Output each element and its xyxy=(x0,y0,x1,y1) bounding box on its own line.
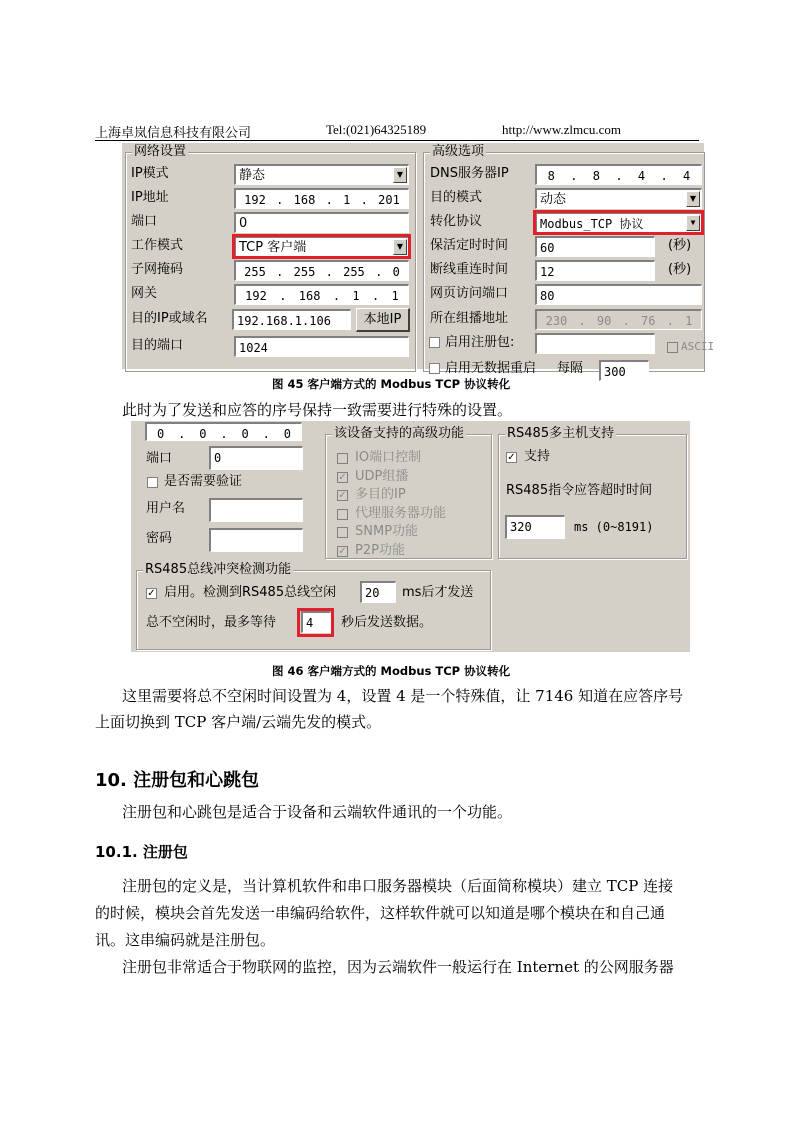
section-10-1-para1-line3: 讯。这串编码就是注册包。 xyxy=(95,931,276,949)
register-packet-input[interactable] xyxy=(535,333,655,354)
dest-ip-input[interactable]: 192.168.1.106 xyxy=(232,309,351,330)
reconnect-input[interactable]: 12 xyxy=(535,260,655,281)
ip-octet: 0 xyxy=(392,265,400,279)
dest-ip-label: 目的IP或域名 xyxy=(131,311,208,326)
local-ip-button[interactable]: 本地IP xyxy=(356,308,410,332)
ip-octet: 1 xyxy=(391,289,399,303)
multicast-input: 230 . 90 . 76 . 1 xyxy=(535,309,702,330)
web-port-input[interactable]: 80 xyxy=(535,284,702,305)
feature-checkbox[interactable] xyxy=(337,509,348,520)
ip-octet: 230 xyxy=(545,314,568,328)
dest-mode-select[interactable] xyxy=(535,188,702,209)
protocol-highlight xyxy=(533,210,704,235)
multicast-label: 所在组播地址 xyxy=(430,311,509,326)
ip-octet: 0 xyxy=(156,427,165,441)
ip-octet: 8 xyxy=(547,169,555,183)
web-port-label: 网页访问端口 xyxy=(430,286,509,301)
feature-label: IO端口控制 xyxy=(355,450,422,465)
figure-46-config-panel xyxy=(131,421,690,652)
gateway-input[interactable]: 192 . 168 . 1 . 1 xyxy=(234,284,409,305)
ip-octet: 0 xyxy=(241,427,249,441)
dest-mode-label: 目的模式 xyxy=(430,190,483,205)
auth-port-input[interactable]: 0 xyxy=(209,446,303,470)
ip-octet: 0 xyxy=(283,427,292,441)
protocol-value: Modbus_TCP 协议 xyxy=(540,217,644,231)
advanced-options-title: 高级选项 xyxy=(432,144,485,159)
wait-time-highlight xyxy=(297,608,334,637)
protocol-label: 转化协议 xyxy=(430,214,483,229)
text-after-fig45: 此时为了发送和应答的序号保持一致需要进行特殊的设置。 xyxy=(122,401,513,419)
dns-input[interactable]: 8 . 8 . 4 . 4 xyxy=(535,164,702,185)
auth-checkbox[interactable] xyxy=(147,477,158,488)
ip-octet: 1 xyxy=(343,193,351,207)
restart-checkbox[interactable] xyxy=(429,363,440,374)
collision-send-text: 秒后发送数据。 xyxy=(341,615,433,630)
register-packet-checkbox[interactable] xyxy=(429,337,440,348)
dns-label: DNS服务器IP xyxy=(430,166,509,181)
collision-idle-input[interactable]: 20 xyxy=(360,581,396,603)
ip-mode-value: 静态 xyxy=(239,168,266,183)
feature-label: UDP组播 xyxy=(355,468,409,484)
ip-octet: 0 xyxy=(199,427,207,441)
port-input[interactable]: 0 xyxy=(234,212,409,233)
ip-octet: 168 xyxy=(298,289,321,303)
paragraph-1-line-1: 这里需要将总不空闲时间设置为 4，设置 4 是一个特殊值，让 7146 知道在应答序号 xyxy=(122,687,684,705)
network-settings-title: 网络设置 xyxy=(134,144,187,159)
section-10-title: 10. 注册包和心跳包 xyxy=(95,770,260,791)
feature-checkbox[interactable] xyxy=(337,453,348,464)
ip-octet: 1 xyxy=(352,289,360,303)
ip-octet: 168 xyxy=(293,193,316,207)
feature-label: 多目的IP xyxy=(355,487,406,502)
reconnect-unit: (秒) xyxy=(668,262,692,277)
subnet-mask-input[interactable]: 255 . 255 . 255 . 0 xyxy=(234,260,409,281)
restart-label: 启用无数据重启 xyxy=(445,361,537,376)
ascii-checkbox[interactable] xyxy=(667,342,678,353)
rs485-support-label: 支持 xyxy=(524,449,551,464)
protocol-dropdown-arrow-icon[interactable]: ▼ xyxy=(686,215,700,231)
ip-address-label: IP地址 xyxy=(131,190,169,205)
section-10-1-title: 10.1. 注册包 xyxy=(95,843,188,861)
subnet-mask-label: 子网掩码 xyxy=(131,262,184,277)
port-label: 端口 xyxy=(131,214,158,229)
ascii-label: ASCII xyxy=(681,340,715,353)
ip-octet: 192 xyxy=(244,193,266,207)
collision-wait-input[interactable]: 4 xyxy=(301,611,331,633)
figure-45-caption: 图 45 客户端方式的 Modbus TCP 协议转化 xyxy=(272,377,511,391)
rs485-collision-title: RS485总线冲突检测功能 xyxy=(145,562,292,577)
collision-after-text: ms后才发送 xyxy=(402,585,474,600)
work-mode-highlight xyxy=(232,234,411,259)
ip-octet: 4 xyxy=(637,169,646,183)
register-packet-label: 启用注册包: xyxy=(445,335,515,350)
ip-octet: 1 xyxy=(685,314,693,328)
dest-port-label: 目的端口 xyxy=(131,338,184,353)
work-mode-label: 工作模式 xyxy=(131,238,184,253)
dest-port-input[interactable]: 1024 xyxy=(234,336,409,357)
reconnect-label: 断线重连时间 xyxy=(430,262,509,277)
ip-mode-dropdown-arrow-icon[interactable]: ▼ xyxy=(393,167,407,183)
header-tel: Tel:(021)64325189 xyxy=(326,122,427,137)
rs485-multihost-title: RS485多主机支持 xyxy=(507,426,615,441)
collision-enable-text: 启用。检测到RS485总线空闲 xyxy=(164,585,337,600)
feature-checkbox[interactable] xyxy=(337,527,348,538)
auth-port-label: 端口 xyxy=(146,451,173,466)
partial-row-clip xyxy=(422,359,704,379)
collision-wait-text: 总不空闲时，最多等待 xyxy=(146,615,277,630)
ip-octet: 255 xyxy=(293,265,316,279)
feature-label: SNMP功能 xyxy=(355,524,419,539)
ip-octet: 201 xyxy=(378,193,400,207)
section-10-intro: 注册包和心跳包是适合于设备和云端软件通讯的一个功能。 xyxy=(122,803,513,821)
ip-octet: 76 xyxy=(641,314,656,328)
gateway-label: 网关 xyxy=(131,286,158,301)
section-10-1-para1-line1: 注册包的定义是，当计算机软件和串口服务器模块（后面简称模块）建立 TCP 连接 xyxy=(122,877,674,895)
advanced-features-title: 该设备支持的高级功能 xyxy=(334,426,465,441)
section-10-1-para2: 注册包非常适合于物联网的监控，因为云端软件一般运行在 Internet 的公网服务器 xyxy=(122,958,674,976)
work-mode-value: TCP 客户端 xyxy=(239,240,307,255)
ip-octet: 4 xyxy=(683,169,691,183)
username-label: 用户名 xyxy=(146,501,186,516)
ip-octet: 255 xyxy=(343,265,365,279)
restart-interval-input[interactable]: 300 xyxy=(599,360,649,381)
keepalive-input[interactable]: 60 xyxy=(535,236,655,257)
ip-octet: 192 xyxy=(245,289,267,303)
feature-label: P2P功能 xyxy=(355,542,405,558)
rs485-timeout-input[interactable]: 320 xyxy=(505,515,565,539)
ip-mode-select[interactable] xyxy=(234,164,409,185)
ip-mode-label: IP模式 xyxy=(131,166,169,181)
header-company: 上海卓岚信息科技有限公司 xyxy=(95,125,252,140)
feature-label: 代理服务器功能 xyxy=(355,505,447,521)
rs485-support-checkbox[interactable]: ✓ xyxy=(507,452,516,463)
feature-checkbox[interactable]: ✓ xyxy=(338,490,347,501)
ip-address-input[interactable]: 192 . 168 . 1 . 201 xyxy=(234,188,409,209)
restart-interval-label: 每隔 xyxy=(557,361,584,376)
section-10-1-para1-line2: 的时候，模块会首先发送一串编码给软件，这样软件就可以知道是哪个模块在和自己通 xyxy=(95,904,666,922)
paragraph-1-line-2: 上面切换到 TCP 客户端/云端先发的模式。 xyxy=(95,713,382,731)
dest-mode-value: 动态 xyxy=(540,192,567,207)
keepalive-label: 保活定时时间 xyxy=(430,238,509,253)
work-mode-dropdown-arrow-icon[interactable]: ▼ xyxy=(393,239,407,255)
keepalive-unit: (秒) xyxy=(668,238,692,253)
feature-checkbox[interactable]: ✓ xyxy=(338,471,347,483)
dest-mode-dropdown-arrow-icon[interactable]: ▼ xyxy=(686,191,700,207)
ip-octet: 8 xyxy=(592,169,601,183)
header-divider xyxy=(95,140,699,141)
password-input[interactable] xyxy=(209,528,303,552)
ip-input[interactable]: 0 . 0 . 0 . 0 xyxy=(145,422,302,441)
rs485-timeout-unit: ms (0~8191) xyxy=(574,520,654,534)
figure-46-caption: 图 46 客户端方式的 Modbus TCP 协议转化 xyxy=(272,664,511,678)
feature-checkbox[interactable]: ✓ xyxy=(338,545,347,557)
header-website: http://www.zlmcu.com xyxy=(502,122,622,137)
figure-45-config-panel xyxy=(122,143,715,379)
username-input[interactable] xyxy=(209,498,303,522)
password-label: 密码 xyxy=(146,531,173,546)
rs485-timeout-label: RS485指令应答超时时间 xyxy=(506,483,653,498)
ip-octet: 255 xyxy=(244,265,266,279)
ip-octet: 90 xyxy=(596,314,612,328)
collision-enable-checkbox[interactable]: ✓ xyxy=(147,588,156,599)
auth-label: 是否需要验证 xyxy=(164,474,243,489)
